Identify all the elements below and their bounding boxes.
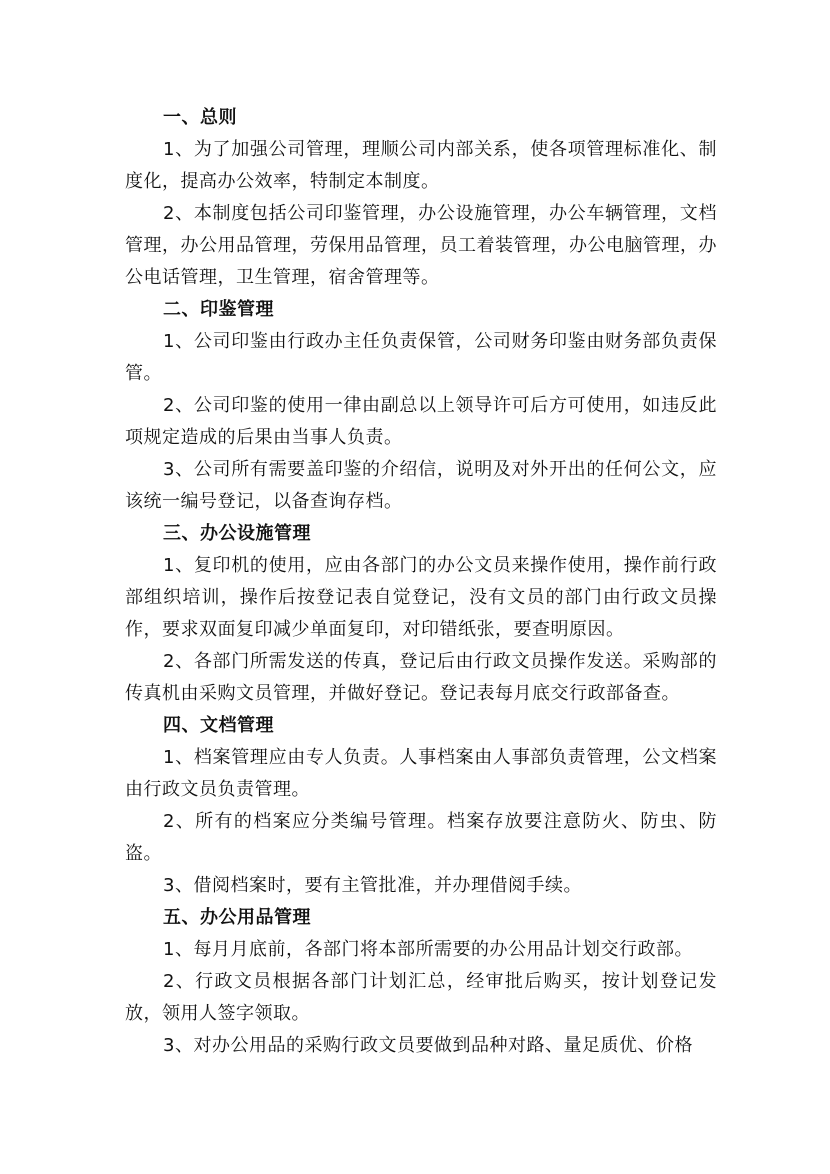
- section-heading: 一、总则: [163, 107, 237, 128]
- paragraph: 2、本制度包括公司印鉴管理，办公设施管理，办公车辆管理，文档管理，办公用品管理，劳保用品管理，员工着装管理，办公电脑管理，办公电话管理，卫生管理，宿舍管理等。: [125, 203, 717, 288]
- paragraph: 3、借阅档案时，要有主管批准，并办理借阅手续。: [163, 875, 582, 896]
- section-document-management: [125, 710, 717, 902]
- paragraph: 1、档案管理应由专人负责。人事档案由人事部负责管理，公文档案由行政文员负责管理。: [125, 747, 717, 800]
- section-heading: 四、文档管理: [163, 715, 274, 736]
- section-heading: 三、办公设施管理: [163, 523, 311, 544]
- paragraph: 3、对办公用品的采购行政文员要做到品种对路、量足质优、价格: [163, 1035, 693, 1056]
- paragraph: 2、所有的档案应分类编号管理。档案存放要注意防火、防虫、防盗。: [125, 811, 717, 864]
- paragraph: 3、公司所有需要盖印鉴的介绍信，说明及对外开出的任何公文，应该统一编号登记，以备查询存档。: [125, 459, 717, 512]
- paragraph: 2、公司印鉴的使用一律由副总以上领导许可后方可使用，如违反此项规定造成的后果由当事人负责。: [125, 395, 717, 448]
- section-general: [125, 102, 717, 294]
- paragraph: 2、行政文员根据各部门计划汇总，经审批后购买，按计划登记发放，领用人签字领取。: [125, 971, 717, 1024]
- section-office-facilities: [125, 518, 717, 710]
- section-heading: 二、印鉴管理: [163, 299, 274, 320]
- paragraph: 1、每月月底前，各部门将本部所需要的办公用品计划交行政部。: [163, 939, 693, 960]
- paragraph: 1、公司印鉴由行政办主任负责保管，公司财务印鉴由财务部负责保管。: [125, 331, 717, 384]
- paragraph: 1、为了加强公司管理，理顺公司内部关系，使各项管理标准化、制度化，提高办公效率，特制定本制度。: [125, 139, 717, 192]
- paragraph: 1、复印机的使用，应由各部门的办公文员来操作使用，操作前行政部组织培训，操作后按登记表自觉登记，没有文员的部门由行政文员操作，要求双面复印减少单面复印，对印错纸张，要查明原因。: [125, 555, 717, 640]
- section-heading: 五、办公用品管理: [163, 907, 311, 928]
- document-body: [125, 102, 717, 1062]
- paragraph: 2、各部门所需发送的传真，登记后由行政文员操作发送。采购部的传真机由采购文员管理，并做好登记。登记表每月底交行政部备查。: [125, 651, 717, 704]
- section-seal-management: [125, 294, 717, 518]
- section-office-supplies: [125, 902, 717, 1062]
